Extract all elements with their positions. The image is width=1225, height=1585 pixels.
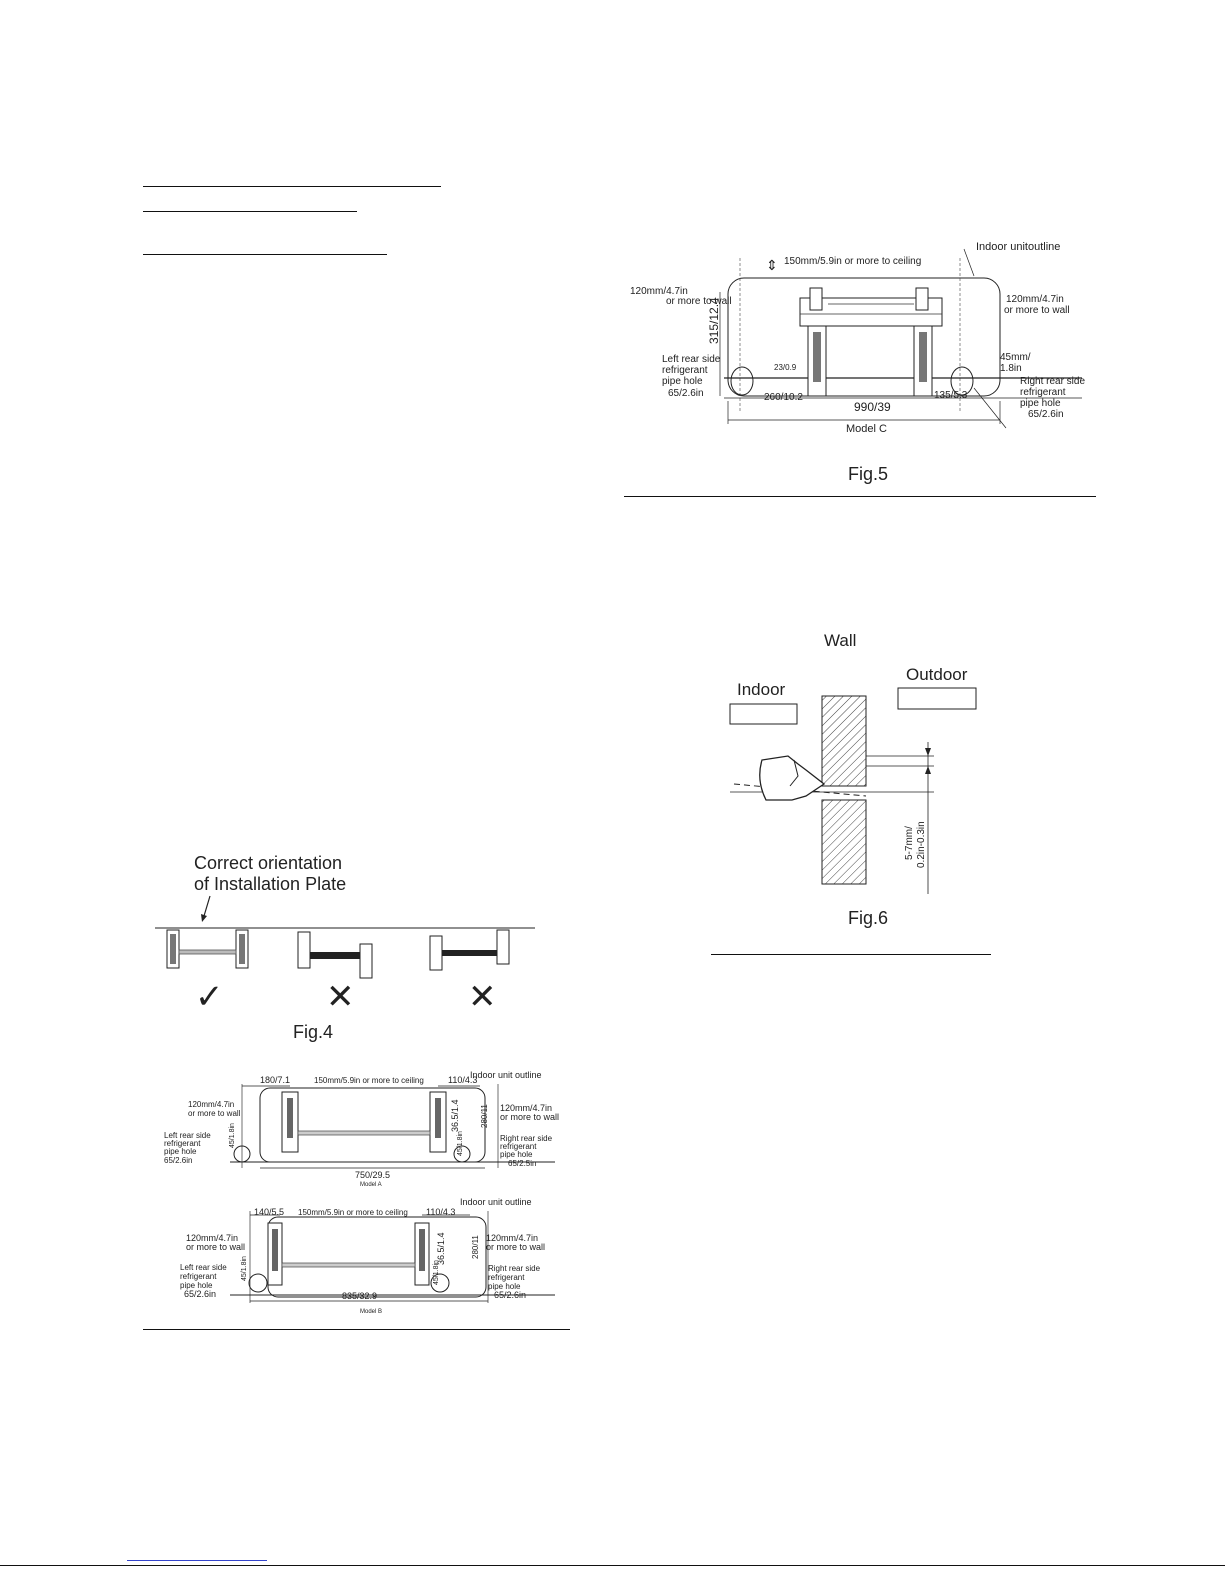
outdoor-label: Outdoor — [906, 665, 968, 684]
correct-plate-icon — [167, 930, 248, 968]
indoor-label-box — [730, 704, 797, 724]
wrong-plate-icon-2 — [430, 930, 509, 970]
model-b-vert-1: 36.5/1.4 — [436, 1232, 446, 1265]
drill-bit-icon — [760, 756, 824, 800]
model-b-ceiling: 150mm/5.9in or more to ceiling — [298, 1208, 408, 1217]
model-a-right-wall-1: 120mm/4.7in — [500, 1103, 553, 1113]
model-c-right-pipe-4: 65/2.6in — [1028, 409, 1064, 420]
slope-1: 5-7mm/ — [904, 826, 915, 860]
model-a-vert-3: 45/1.8in — [229, 1123, 236, 1148]
model-a-ceiling: 150mm/5.9in or more to ceiling — [314, 1076, 424, 1085]
model-a-dim-left-top: 180/7.1 — [260, 1075, 291, 1085]
model-b-right-pipe-4: 65/2.6in — [494, 1290, 527, 1300]
fig4-caption: Fig.4 — [293, 1022, 334, 1042]
model-c-right-wall-1: 120mm/4.7in — [1006, 294, 1064, 305]
model-b-outline: Indoor unit outline — [460, 1197, 532, 1207]
model-c-right-pipe-1: Right rear side — [1020, 376, 1086, 387]
model-b-left-pipe-3: pipe hole — [180, 1281, 213, 1290]
model-a-right-pipe-4: 65/2.5in — [508, 1159, 537, 1168]
model-a-right-pipe-3: pipe hole — [500, 1150, 533, 1159]
model-a-width: 750/29.5 — [355, 1170, 391, 1180]
footer-rule — [0, 1565, 1225, 1566]
model-c-left-pipe-1: Left rear side — [662, 354, 721, 365]
fig5-caption: Fig.5 — [848, 464, 889, 484]
wrong-plate-icon-1 — [298, 932, 372, 978]
model-c-left-wall-1: 120mm/4.7in — [630, 286, 688, 297]
model-a-left-wall-2: or more to wall — [188, 1109, 241, 1118]
fig6-caption: Fig.6 — [848, 908, 889, 928]
model-b-left-pipe-1: Left rear side — [180, 1263, 227, 1272]
model-a-left-pipe-3: pipe hole — [164, 1147, 197, 1156]
model-c-right-pipe-2: refrigerant — [1020, 387, 1066, 398]
heading-rule-1 — [143, 186, 441, 187]
model-a-left-pipe-1: Left rear side — [164, 1131, 211, 1140]
model-c-ceiling: 150mm/5.9in or more to ceiling — [784, 256, 922, 267]
model-a-vert-4: 45/1.8in — [457, 1131, 464, 1156]
model-b-vert-3: 45/1.8in — [241, 1256, 248, 1281]
model-a-diagram — [150, 1068, 570, 1188]
heading-rule-3 — [143, 254, 387, 255]
orientation-label-line2: of Installation Plate — [194, 874, 347, 894]
model-b-right-pipe-3: pipe hole — [488, 1282, 521, 1291]
correct-check-mark: ✓ — [195, 978, 224, 1016]
model-a-dim-right-top: 110/4.3 — [448, 1075, 478, 1085]
model-b-left-wall-1: 120mm/4.7in — [186, 1233, 239, 1243]
model-c-right-wall-2: or more to wall — [1004, 305, 1070, 316]
model-a-outline: Indoor unit outline — [470, 1070, 542, 1080]
model-c-right-gap-1: 45mm/ — [1000, 352, 1031, 363]
model-a-left-pipe-2: refrigerant — [164, 1139, 201, 1148]
model-b-name: Model B — [360, 1309, 383, 1315]
model-b-dim-right-top: 110/4.3 — [426, 1207, 456, 1217]
model-c-right-gap-2: 1.8in — [1000, 363, 1022, 374]
model-c-outline: Indoor unitoutline — [976, 241, 1061, 253]
wall-upper — [822, 696, 866, 786]
wrong-cross-mark-1: ✕ — [326, 978, 355, 1016]
indoor-label: Indoor — [737, 680, 786, 699]
fig4-orientation-diagram — [150, 848, 550, 1048]
fig6-bottom-rule — [711, 954, 991, 955]
model-a-right-pipe-2: refrigerant — [500, 1142, 537, 1151]
wall-label: Wall — [824, 631, 857, 650]
wrong-cross-mark-2: ✕ — [468, 978, 497, 1016]
model-b-diagram — [150, 1195, 570, 1320]
model-b-dim-left-top: 140/5.5 — [254, 1207, 285, 1217]
model-c-width: 990/39 — [854, 400, 891, 414]
fig4-bottom-rule — [143, 1329, 570, 1330]
footer-link-underline[interactable] — [127, 1560, 267, 1561]
fig6-drilling-diagram — [720, 624, 1040, 944]
orientation-label-line1: Correct orientation — [194, 853, 343, 873]
model-c-height: 315/12.4 — [707, 297, 721, 344]
slope-2: 0.2in-0.3in — [916, 821, 927, 868]
outdoor-label-box — [898, 688, 976, 709]
model-a-vert-2: 280/11 — [480, 1104, 489, 1128]
model-c-left-wall-2: or more to wall — [666, 296, 732, 307]
model-a-vert-1: 36.5/1.4 — [450, 1099, 460, 1132]
model-a-right-pipe-1: Right rear side — [500, 1134, 553, 1143]
model-c-left-dim: 260/10.2 — [764, 392, 803, 403]
model-c-small-dim: 23/0.9 — [774, 363, 797, 372]
model-a-left-wall-1: 120mm/4.7in — [188, 1100, 235, 1109]
wall-lower — [822, 800, 866, 884]
model-b-right-pipe-2: refrigerant — [488, 1273, 525, 1282]
model-c-left-pipe-3: pipe hole — [662, 376, 703, 387]
model-b-right-wall-2: or more to wall — [486, 1242, 546, 1252]
model-b-left-pipe-2: refrigerant — [180, 1272, 217, 1281]
model-b-right-wall-1: 120mm/4.7in — [486, 1233, 539, 1243]
model-b-left-pipe-4: 65/2.6in — [184, 1289, 217, 1299]
model-a-left-pipe-4: 65/2.6in — [164, 1156, 193, 1165]
fig5-bottom-rule — [624, 496, 1096, 497]
model-b-right-pipe-1: Right rear side — [488, 1264, 541, 1273]
model-c-right-pipe-3: pipe hole — [1020, 398, 1061, 409]
model-b-vert-2: 280/11 — [471, 1235, 480, 1259]
model-c-left-pipe-2: refrigerant — [662, 365, 708, 376]
model-b-width: 835/32.9 — [342, 1291, 378, 1301]
model-b-vert-4: 45/1.8in — [433, 1260, 440, 1285]
model-c-ceiling-arrow: ⇕ — [766, 257, 778, 273]
fig5-model-c-diagram — [624, 236, 1104, 486]
model-a-name: Model A — [360, 1182, 382, 1188]
model-a-right-wall-2: or more to wall — [500, 1112, 560, 1122]
model-c-name: Model C — [846, 423, 887, 435]
heading-rule-2 — [143, 211, 357, 212]
model-c-right-dim: 135/5.3 — [934, 390, 968, 401]
model-b-left-wall-2: or more to wall — [186, 1242, 246, 1252]
model-c-left-pipe-4: 65/2.6in — [668, 388, 704, 399]
